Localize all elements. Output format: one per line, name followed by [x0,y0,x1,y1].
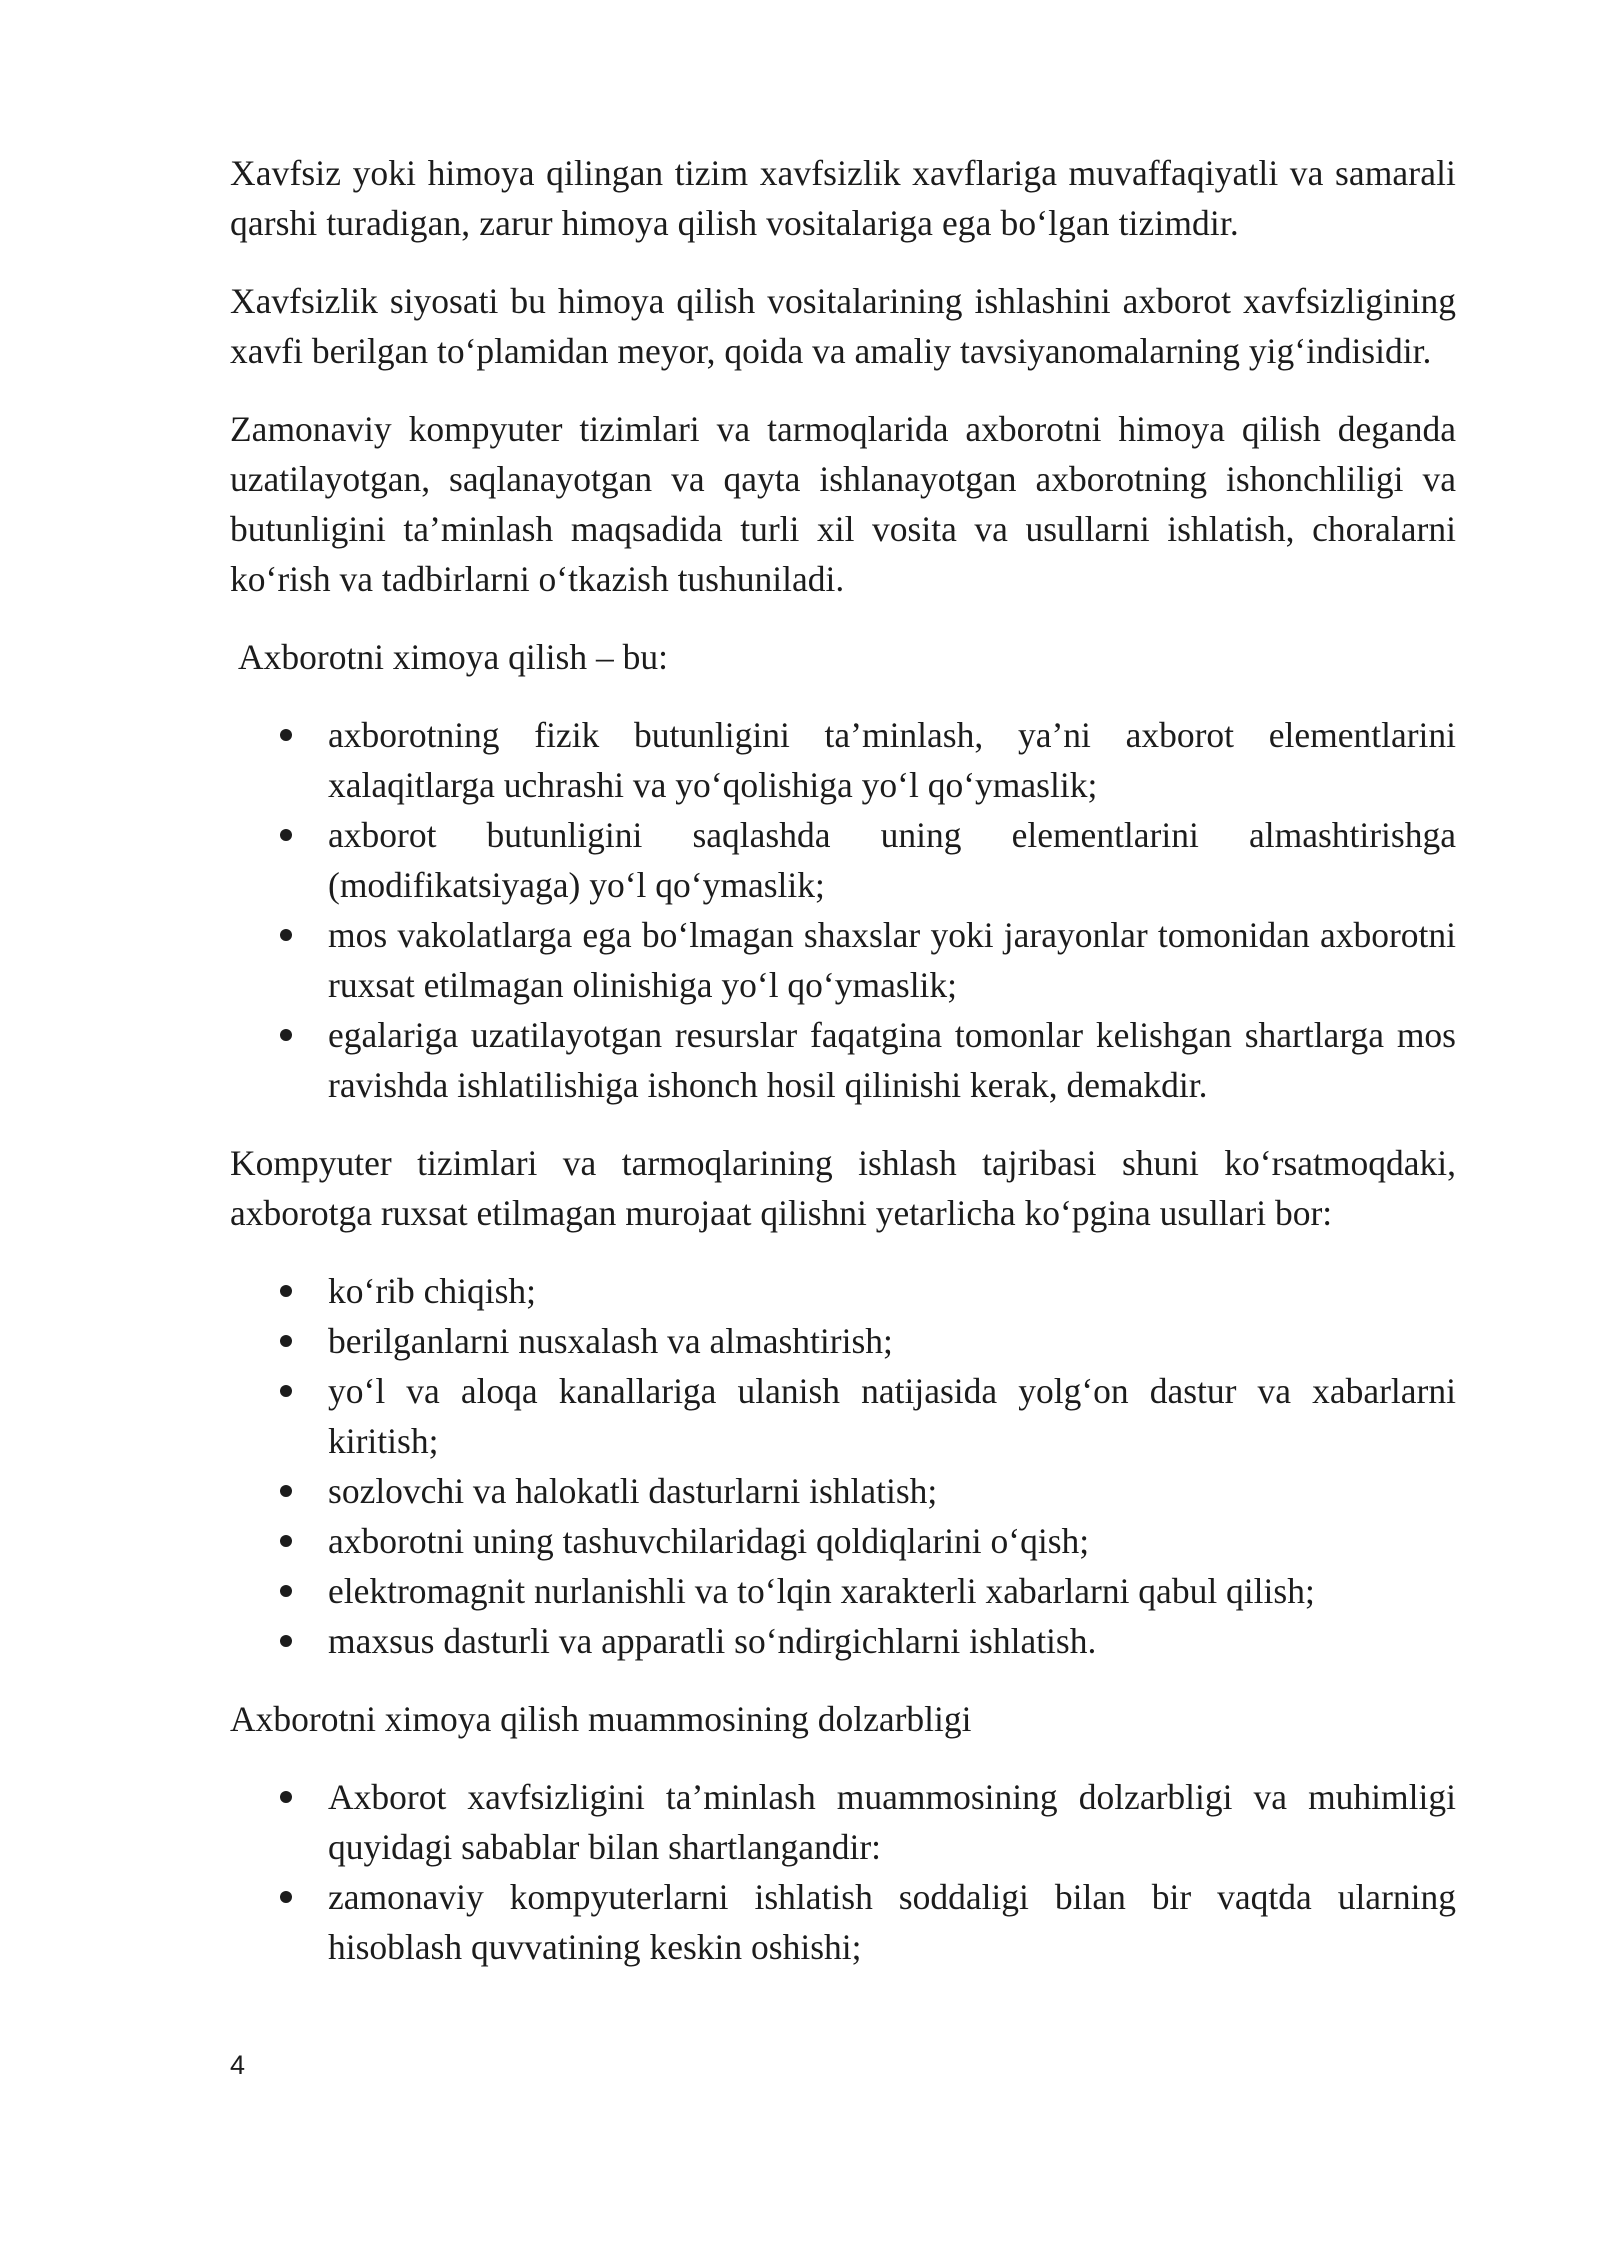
list-item: maxsus dasturli va apparatli so‘ndirgichlarni ishlatish. [230,1616,1456,1666]
paragraph-unauthorized-access: Kompyuter tizimlari va tarmoqlarining ishlash tajribasi shuni ko‘rsatmoqdaki, axborotga ruxsat etilmagan murojaat qilishni yetarlicha ko‘pgina usullari bor: [230,1143,1456,1233]
list-item: axborot butunligini saqlashda uning elementlarini almashtirishga (modifikatsiyaga) yo‘l qo‘ymaslik; [230,810,1456,910]
bullet-icon [280,1635,292,1647]
bullet-icon [280,729,292,741]
unauthorized-access-methods-list [230,1266,1456,1666]
list-item: sozlovchi va halokatli dasturlarni ishlatish; [230,1466,1456,1516]
bullet-icon [280,1535,292,1547]
list-item: berilganlarni nusxalash va almashtirish; [230,1316,1456,1366]
bullet-icon [280,1335,292,1347]
paragraph-protection-definition-lead: Axborotni ximoya qilish – bu: [238,637,668,677]
bullet-icon [280,1029,292,1041]
paragraph-information-protection: Zamonaviy kompyuter tizimlari va tarmoqlarida axborotni himoya qilish deganda uzatilayotgan, saqlanayotgan va qayta ishlanayotgan axborotning ishonchliligi va butunligini ta’minlash maqsadida turli xil vosita va usullarni ishlatish, choralarni ko‘rish va tadbirlarni o‘tkazish tushuniladi. [230,409,1456,599]
bullet-icon [280,1585,292,1597]
list-item: zamonaviy kompyuterlarni ishlatish soddaligi bilan bir vaqtda ularning hisoblash quvvatining keskin oshishi; [230,1872,1456,1972]
section-heading-relevance: Axborotni ximoya qilish muammosining dolzarbligi [230,1699,972,1739]
list-item: elektromagnit nurlanishli va to‘lqin xarakterli xabarlarni qabul qilish; [230,1566,1456,1616]
paragraph-security-policy: Xavfsizlik siyosati bu himoya qilish vositalarining ishlashini axborot xavfsizligining xavfi berilgan to‘plamidan meyor, qoida va amaliy tavsiyanomalarning yig‘indisidir. [230,281,1456,371]
paragraph-secure-system: Xavfsiz yoki himoya qilingan tizim xavfsizlik xavflariga muvaffaqiyatli va samarali qarshi turadigan, zarur himoya qilish vositalariga ega bo‘lgan tizimdir. [230,153,1456,243]
bullet-icon [280,929,292,941]
bullet-icon [280,1891,292,1903]
list-item: yo‘l va aloqa kanallariga ulanish natijasida yolg‘on dastur va xabarlarni kiritish; [230,1366,1456,1466]
list-item: axborotning fizik butunligini ta’minlash, ya’ni axborot elementlarini xalaqitlarga uchrashi va yo‘qolishiga yo‘l qo‘ymaslik; [230,710,1456,810]
bullet-icon [280,1791,292,1803]
list-item: ko‘rib chiqish; [230,1266,1456,1316]
relevance-reasons-list [230,1772,1456,1972]
page-number: 4 [230,2050,246,2080]
protection-definition-list [230,710,1456,1110]
list-item: axborotni uning tashuvchilaridagi qoldiqlarini o‘qish; [230,1516,1456,1566]
document-page [230,148,1456,2000]
list-item: Axborot xavfsizligini ta’minlash muammosining dolzarbligi va muhimligi quyidagi sabablar bilan shartlangandir: [230,1772,1456,1872]
bullet-icon [280,829,292,841]
bullet-icon [280,1485,292,1497]
bullet-icon [280,1285,292,1297]
bullet-icon [280,1385,292,1397]
list-item: mos vakolatlarga ega bo‘lmagan shaxslar yoki jarayonlar tomonidan axborotni ruxsat etilmagan olinishiga yo‘l qo‘ymaslik; [230,910,1456,1010]
list-item: egalariga uzatilayotgan resurslar faqatgina tomonlar kelishgan shartlarga mos ravishda ishlatilishiga ishonch hosil qilinishi kerak, demakdir. [230,1010,1456,1110]
